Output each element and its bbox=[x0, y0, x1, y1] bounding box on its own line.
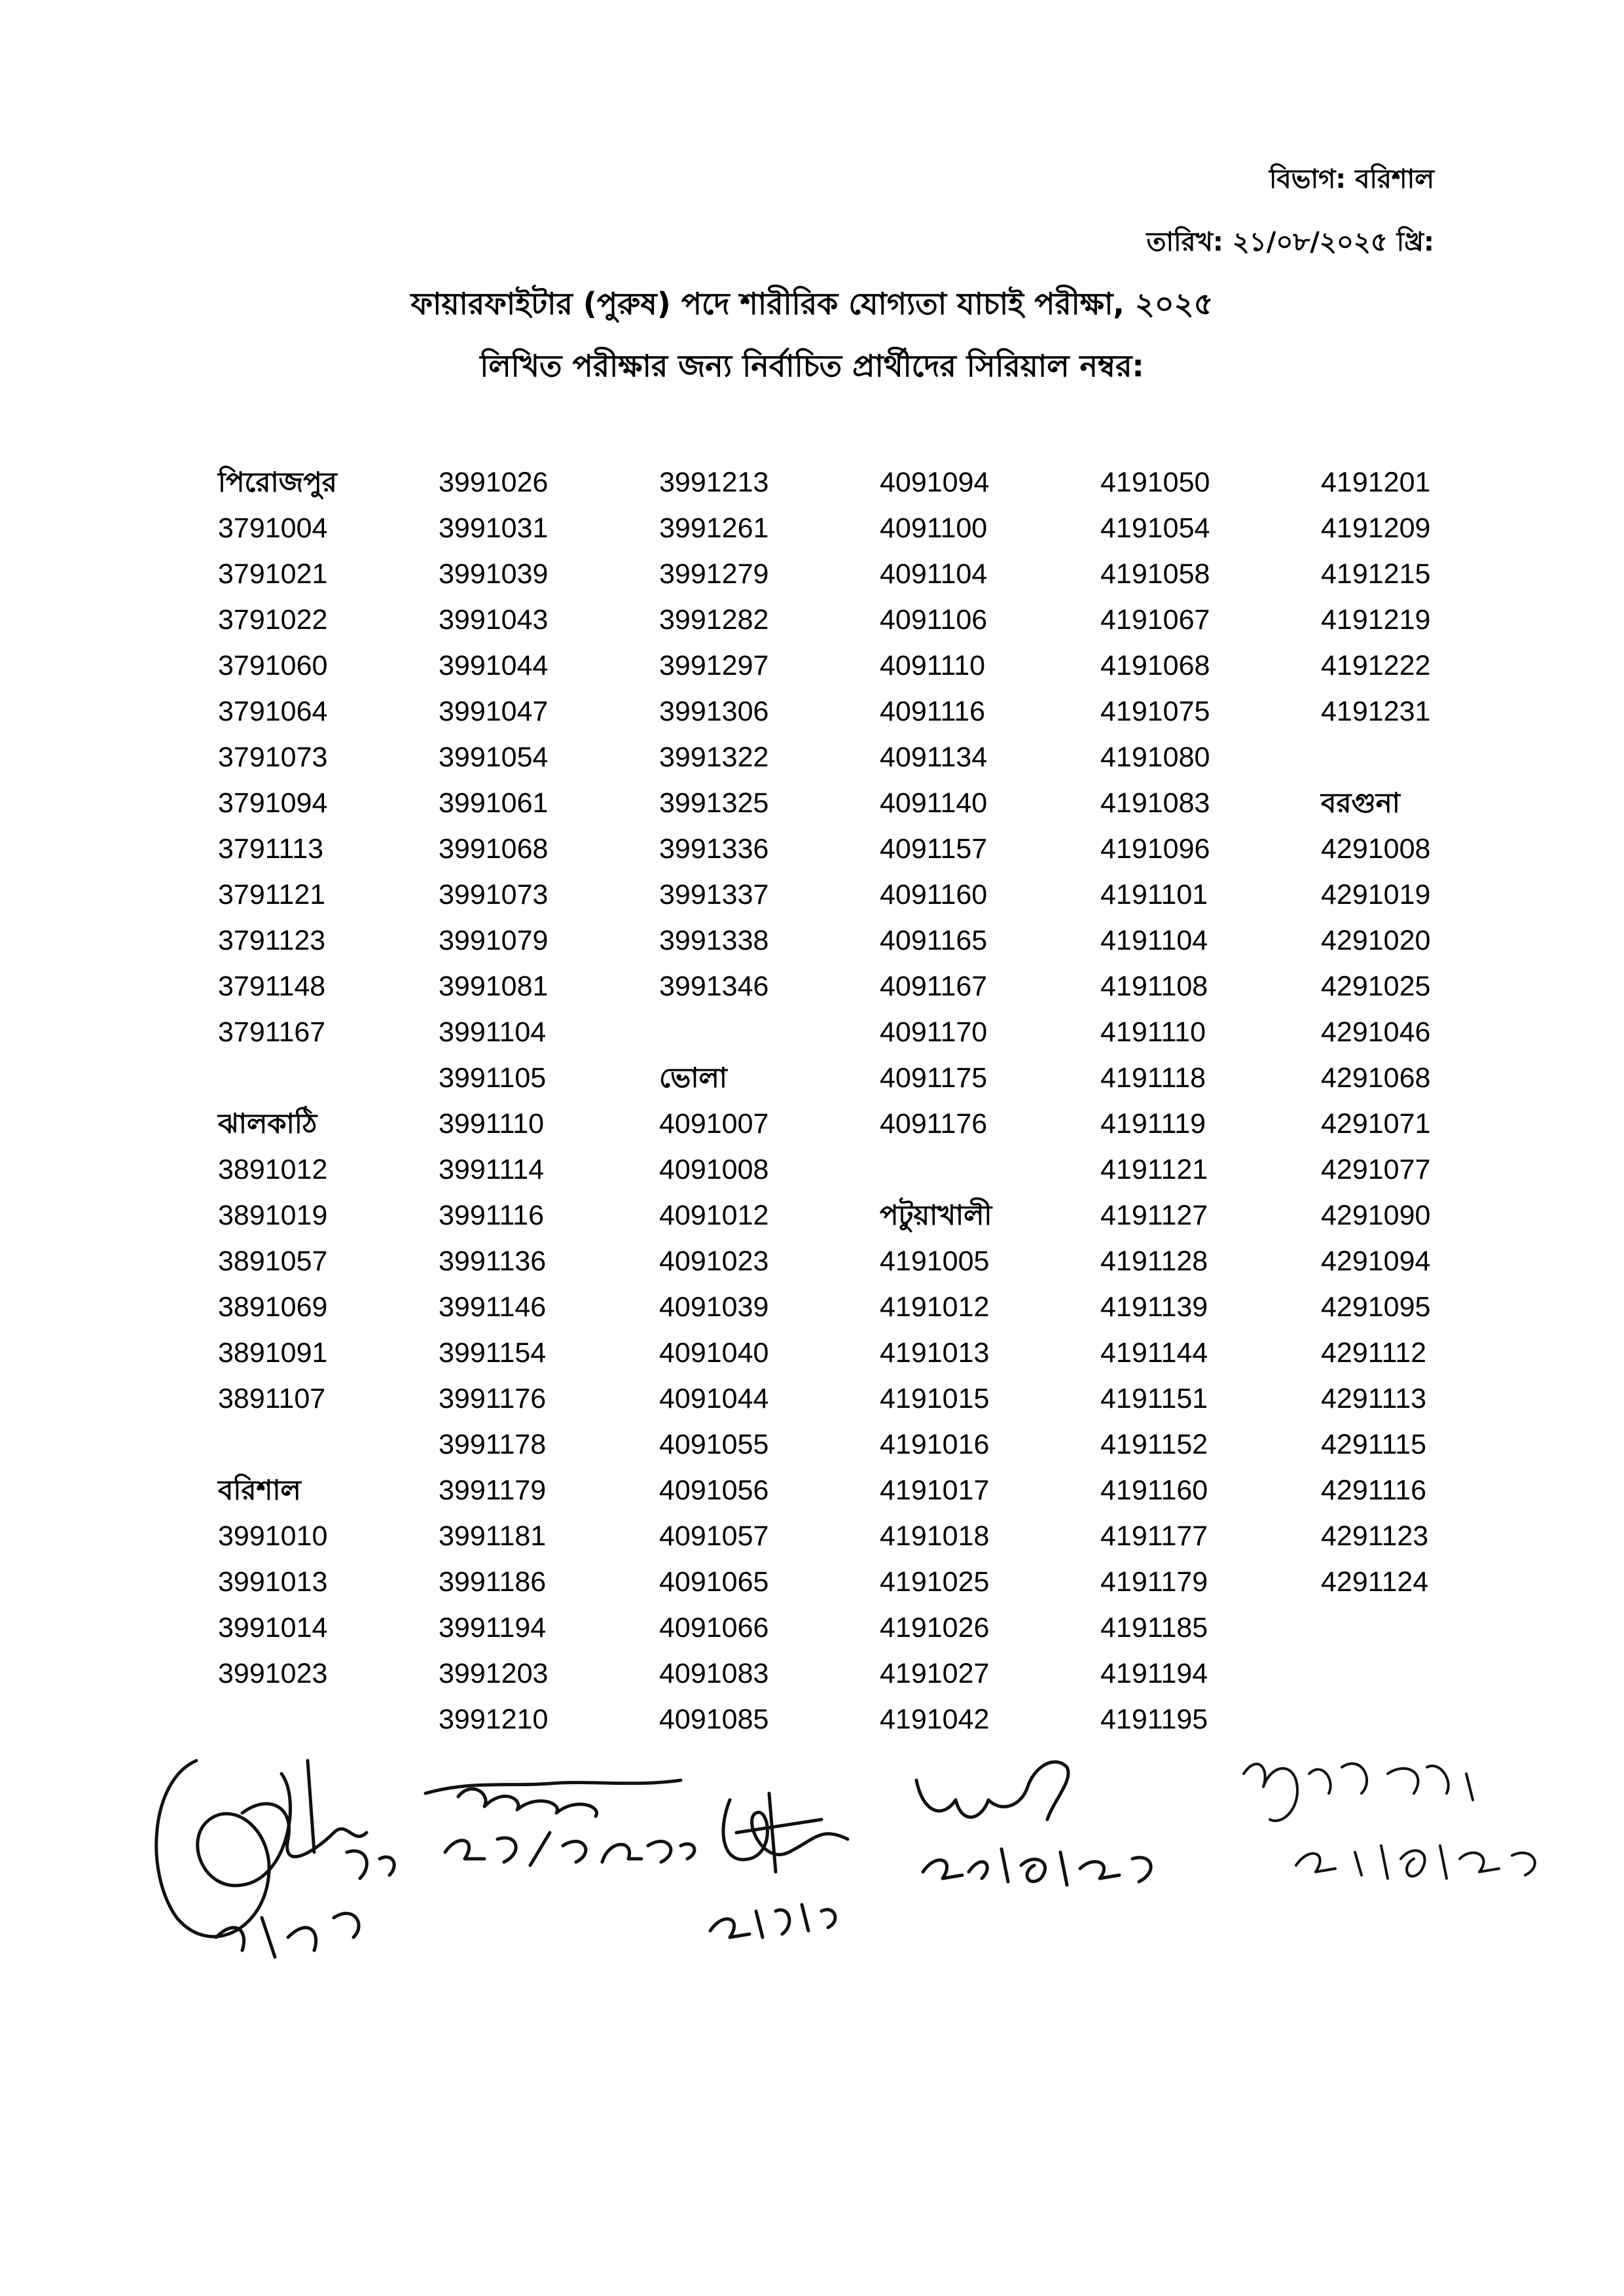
serial-number: 4091104 bbox=[880, 558, 988, 590]
serial-number: 4191201 bbox=[1321, 467, 1431, 498]
serial-number: 4091106 bbox=[880, 604, 988, 636]
serial-number: 3991081 bbox=[439, 971, 549, 1002]
district-heading: বরগুনা bbox=[1321, 787, 1400, 819]
serial-number: 3891091 bbox=[218, 1337, 328, 1369]
serial-number: 3991043 bbox=[439, 604, 549, 636]
serial-number: 4191025 bbox=[880, 1566, 990, 1598]
district-heading: ঝালকাঠি bbox=[218, 1107, 317, 1139]
serial-number: 3991026 bbox=[439, 467, 549, 498]
serial-number: 4191042 bbox=[880, 1704, 990, 1735]
serial-number: 3991061 bbox=[439, 787, 549, 819]
serial-number: 4191013 bbox=[880, 1337, 990, 1369]
serial-number: 4091012 bbox=[659, 1200, 769, 1231]
district-heading: পটুয়াখালী bbox=[880, 1199, 992, 1231]
serial-number: 4291123 bbox=[1321, 1520, 1429, 1552]
serial-number: 3991210 bbox=[439, 1704, 549, 1735]
serial-number: 3991346 bbox=[659, 971, 769, 1002]
serial-number: 3991013 bbox=[218, 1566, 328, 1598]
serial-number: 3891012 bbox=[218, 1154, 328, 1185]
signature-5 bbox=[1231, 1734, 1571, 1892]
serial-number: 3991181 bbox=[439, 1520, 547, 1552]
serial-number: 3991104 bbox=[439, 1016, 547, 1048]
serial-number: 4091170 bbox=[880, 1016, 988, 1048]
serial-number: 4191104 bbox=[1100, 925, 1208, 956]
serial-number: 3891019 bbox=[218, 1200, 328, 1231]
serial-number: 4191026 bbox=[880, 1612, 990, 1643]
serial-number: 4091167 bbox=[880, 971, 988, 1002]
serial-number: 3991044 bbox=[439, 650, 549, 681]
serial-number: 3891107 bbox=[218, 1383, 326, 1414]
serial-number: 4191127 bbox=[1100, 1200, 1208, 1231]
serial-number: 3991010 bbox=[218, 1520, 328, 1552]
division-label: বিভাগ: বরিশাল bbox=[1269, 164, 1434, 194]
serial-number: 4091039 bbox=[659, 1291, 769, 1323]
serial-number: 4091055 bbox=[659, 1429, 769, 1460]
serial-number: 4291094 bbox=[1321, 1246, 1431, 1277]
serial-number: 3991261 bbox=[659, 512, 769, 544]
serial-number: 4191058 bbox=[1100, 558, 1210, 590]
serial-number: 4191194 bbox=[1100, 1658, 1208, 1689]
serial-number: 3991054 bbox=[439, 742, 549, 773]
serial-number: 3991105 bbox=[439, 1062, 547, 1094]
serial-number: 3991176 bbox=[439, 1383, 547, 1414]
serial-number: 4191179 bbox=[1100, 1566, 1208, 1598]
serial-number: 4191050 bbox=[1100, 467, 1210, 498]
serial-number: 4091085 bbox=[659, 1704, 769, 1735]
serial-number: 4191108 bbox=[1100, 971, 1208, 1002]
serial-number: 3791064 bbox=[218, 696, 328, 727]
serial-number: 3991322 bbox=[659, 742, 769, 773]
serial-number: 4191177 bbox=[1100, 1520, 1208, 1552]
serial-number: 4191054 bbox=[1100, 512, 1210, 544]
signature-4 bbox=[903, 1741, 1178, 1898]
serial-number: 4191222 bbox=[1321, 650, 1431, 681]
serial-number: 3991336 bbox=[659, 833, 769, 865]
serial-number: 3991186 bbox=[439, 1566, 547, 1598]
serial-number: 3791021 bbox=[218, 558, 328, 590]
serial-number: 3991203 bbox=[439, 1658, 549, 1689]
serial-number: 4191015 bbox=[880, 1383, 990, 1414]
serial-number: 4191121 bbox=[1100, 1154, 1208, 1185]
serial-number: 4091056 bbox=[659, 1475, 769, 1506]
serial-number: 4091094 bbox=[880, 467, 990, 498]
serial-number: 4191119 bbox=[1100, 1108, 1206, 1139]
signature-3 bbox=[691, 1780, 861, 1950]
serial-number: 4091157 bbox=[880, 833, 988, 865]
serial-number: 4191018 bbox=[880, 1520, 990, 1552]
serial-number: 3891057 bbox=[218, 1246, 328, 1277]
serial-number: 4191083 bbox=[1100, 787, 1210, 819]
district-heading: পিরোজপুর bbox=[218, 466, 337, 498]
district-heading: ভোলা bbox=[659, 1062, 727, 1094]
serial-number: 4291116 bbox=[1321, 1475, 1427, 1506]
district-heading: বরিশাল bbox=[218, 1474, 301, 1506]
serial-number: 4191139 bbox=[1100, 1291, 1208, 1323]
serial-number: 3791123 bbox=[218, 925, 326, 956]
serial-number: 3991073 bbox=[439, 879, 549, 910]
serial-number: 4191027 bbox=[880, 1658, 990, 1689]
serial-number: 4191017 bbox=[880, 1475, 990, 1506]
serial-number: 4191195 bbox=[1100, 1704, 1208, 1735]
serial-number: 3991325 bbox=[659, 787, 769, 819]
serial-number: 4291068 bbox=[1321, 1062, 1431, 1094]
serial-number: 3991114 bbox=[439, 1154, 545, 1185]
serial-number: 4191080 bbox=[1100, 742, 1210, 773]
serial-number: 3991338 bbox=[659, 925, 769, 956]
serial-number: 4191118 bbox=[1100, 1062, 1206, 1094]
signature-2 bbox=[419, 1767, 707, 1885]
serial-number: 3991014 bbox=[218, 1612, 328, 1643]
serial-number: 4291025 bbox=[1321, 971, 1431, 1002]
serial-number: 4191152 bbox=[1100, 1429, 1208, 1460]
spacer bbox=[218, 1055, 414, 1101]
serial-number: 4291090 bbox=[1321, 1200, 1431, 1231]
serial-number: 3791060 bbox=[218, 650, 328, 681]
serial-number: 3791004 bbox=[218, 512, 328, 544]
serial-number: 4091083 bbox=[659, 1658, 769, 1689]
serial-column-2 bbox=[439, 459, 635, 1742]
serial-number: 4291095 bbox=[1321, 1291, 1431, 1323]
serial-number: 4291115 bbox=[1321, 1429, 1427, 1460]
serial-number: 3791073 bbox=[218, 742, 328, 773]
serial-number: 4091040 bbox=[659, 1337, 769, 1369]
serial-number: 3791121 bbox=[218, 879, 326, 910]
serial-number: 4091175 bbox=[880, 1062, 988, 1094]
serial-number: 4191110 bbox=[1100, 1016, 1206, 1048]
serial-number: 3991282 bbox=[659, 604, 769, 636]
serial-number: 4091165 bbox=[880, 925, 988, 956]
serial-number: 4091007 bbox=[659, 1108, 769, 1139]
serial-number: 3991213 bbox=[659, 467, 769, 498]
serial-number: 4091134 bbox=[880, 742, 988, 773]
serial-number: 3991279 bbox=[659, 558, 769, 590]
notice-subtitle: লিখিত পরীক্ষার জন্য নির্বাচিত প্রার্থীদের সিরিয়াল নম্বর: bbox=[480, 348, 1144, 384]
serial-number: 4191096 bbox=[1100, 833, 1210, 865]
serial-column-4 bbox=[880, 459, 1076, 1742]
serial-number: 4191209 bbox=[1321, 512, 1431, 544]
serial-number: 4191068 bbox=[1100, 650, 1210, 681]
serial-number: 4191005 bbox=[880, 1246, 990, 1277]
serial-number: 3991039 bbox=[439, 558, 549, 590]
serial-number: 4091110 bbox=[880, 650, 986, 681]
serial-number: 3991047 bbox=[439, 696, 549, 727]
serial-number: 4091100 bbox=[880, 512, 988, 544]
serial-number: 4191185 bbox=[1100, 1612, 1208, 1643]
serial-number: 3991068 bbox=[439, 833, 549, 865]
serial-number: 3991178 bbox=[439, 1429, 547, 1460]
serial-number: 4291113 bbox=[1321, 1383, 1427, 1414]
serial-number: 3791022 bbox=[218, 604, 328, 636]
serial-number: 4191144 bbox=[1100, 1337, 1208, 1369]
serial-column-3 bbox=[659, 459, 856, 1742]
serial-number: 3991031 bbox=[439, 512, 549, 544]
serial-number: 4291020 bbox=[1321, 925, 1431, 956]
serial-number: 4291071 bbox=[1321, 1108, 1431, 1139]
serial-number: 3791113 bbox=[218, 833, 324, 865]
serial-number: 4191151 bbox=[1100, 1383, 1208, 1414]
serial-number: 4091023 bbox=[659, 1246, 769, 1277]
serial-number: 3991337 bbox=[659, 879, 769, 910]
serial-number: 4291077 bbox=[1321, 1154, 1431, 1185]
serial-number: 3991079 bbox=[439, 925, 549, 956]
serial-number: 4091140 bbox=[880, 787, 988, 819]
serial-number: 4291112 bbox=[1321, 1337, 1427, 1369]
spacer bbox=[1321, 734, 1517, 780]
serial-number: 4091066 bbox=[659, 1612, 769, 1643]
serial-number: 4091057 bbox=[659, 1520, 769, 1552]
serial-number: 3991110 bbox=[439, 1108, 545, 1139]
signature-1 bbox=[137, 1721, 412, 1983]
serial-column-5 bbox=[1100, 459, 1297, 1742]
serial-number: 3991154 bbox=[439, 1337, 547, 1369]
serial-number: 4191101 bbox=[1100, 879, 1208, 910]
serial-number: 4191219 bbox=[1321, 604, 1431, 636]
spacer bbox=[659, 1009, 856, 1055]
serial-number: 4091160 bbox=[880, 879, 988, 910]
serial-number: 4291008 bbox=[1321, 833, 1431, 865]
serial-number: 3991023 bbox=[218, 1658, 328, 1689]
serial-number: 4291019 bbox=[1321, 879, 1431, 910]
serial-number: 3991306 bbox=[659, 696, 769, 727]
serial-number: 4091044 bbox=[659, 1383, 769, 1414]
serial-number: 4191215 bbox=[1321, 558, 1431, 590]
serial-number: 4191016 bbox=[880, 1429, 990, 1460]
serial-number: 4191128 bbox=[1100, 1246, 1208, 1277]
date-label: তারিখ: ২১/০৮/২০২৫ খ্রি: bbox=[1146, 227, 1434, 257]
serial-number: 3791094 bbox=[218, 787, 328, 819]
serial-column-6 bbox=[1321, 459, 1517, 1605]
serial-number: 4191231 bbox=[1321, 696, 1431, 727]
serial-number: 3991146 bbox=[439, 1291, 547, 1323]
serial-number: 3791148 bbox=[218, 971, 326, 1002]
serial-number: 4191012 bbox=[880, 1291, 990, 1323]
serial-number: 3991297 bbox=[659, 650, 769, 681]
serial-number: 3991136 bbox=[439, 1246, 547, 1277]
notice-title: ফায়ারফাইটার (পুরুষ) পদে শারীরিক যোগ্যতা যাচাই পরীক্ষা, ২০২৫ bbox=[410, 286, 1214, 321]
serial-number: 3991194 bbox=[439, 1612, 547, 1643]
serial-column-1 bbox=[218, 459, 414, 1696]
serial-number: 4091065 bbox=[659, 1566, 769, 1598]
serial-number: 4091008 bbox=[659, 1154, 769, 1185]
spacer bbox=[880, 1147, 1076, 1193]
serial-number: 4191075 bbox=[1100, 696, 1210, 727]
serial-number: 4291124 bbox=[1321, 1566, 1429, 1598]
serial-number: 4091176 bbox=[880, 1108, 988, 1139]
serial-number: 4291046 bbox=[1321, 1016, 1431, 1048]
serial-number: 4191067 bbox=[1100, 604, 1210, 636]
spacer bbox=[218, 1422, 414, 1467]
serial-number: 3891069 bbox=[218, 1291, 328, 1323]
serial-number: 3991179 bbox=[439, 1475, 547, 1506]
serial-number: 4091116 bbox=[880, 696, 986, 727]
serial-number: 4191160 bbox=[1100, 1475, 1208, 1506]
serial-number: 3791167 bbox=[218, 1016, 326, 1048]
serial-number: 3991116 bbox=[439, 1200, 545, 1231]
